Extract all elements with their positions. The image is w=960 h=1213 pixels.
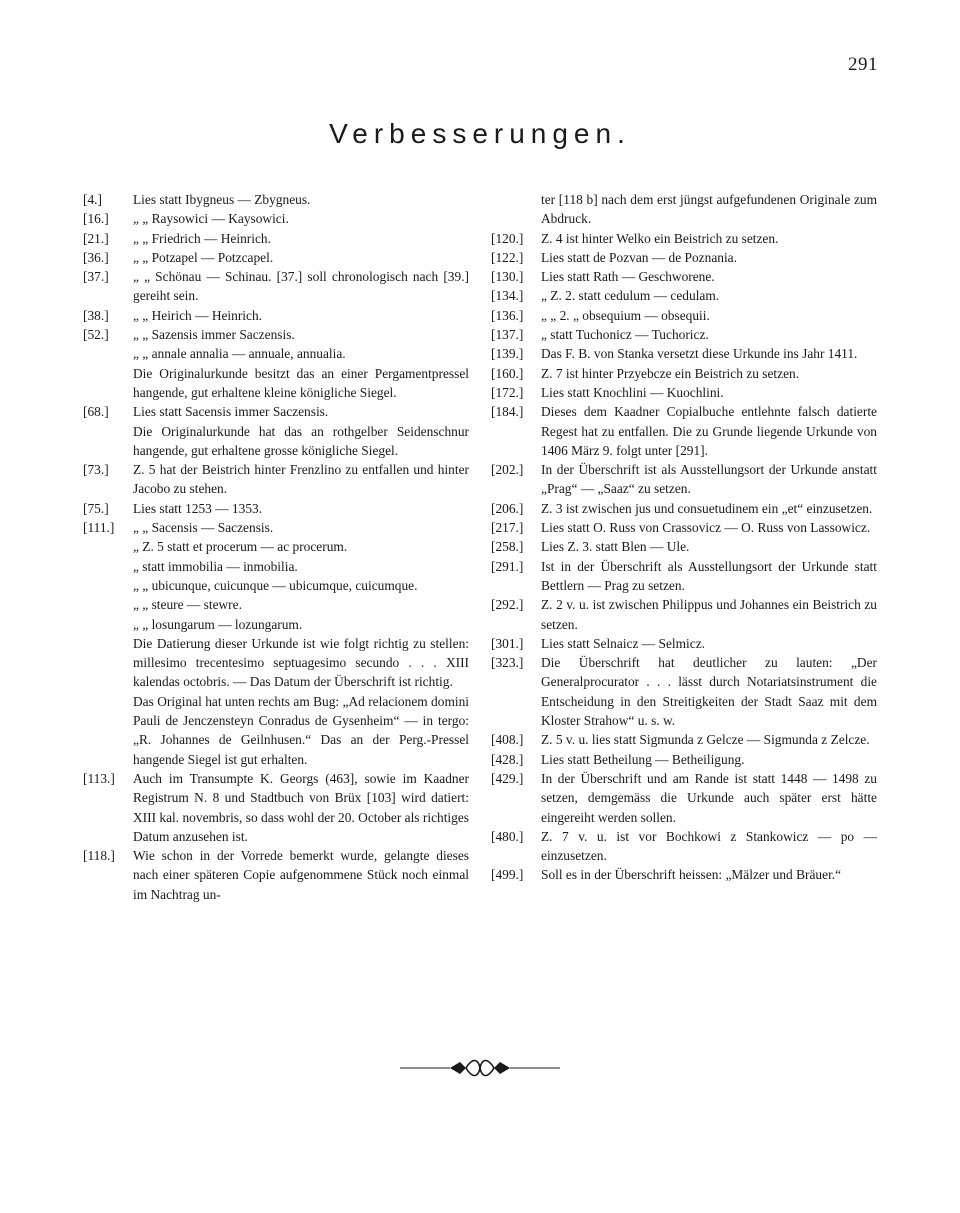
entry-text: „ „ steure — stewre.: [133, 597, 242, 613]
correction-entry: [83, 229, 469, 248]
entry-text: Lies statt Ibygneus — Zbygneus.: [133, 192, 311, 207]
entry-number: [301.]: [491, 635, 524, 651]
entry-text: „ „ 2. „ obsequium — obsequii.: [541, 307, 710, 323]
entry-number: [137.]: [491, 327, 524, 343]
entry-number: [83, 634, 133, 692]
entry-text: Lies statt Betheilung — Betheiligung.: [541, 751, 745, 767]
page-title: Verbesserungen.: [329, 118, 631, 149]
entry-text: „ „ Sazensis immer Saczensis.: [133, 327, 295, 343]
entry-number: [83, 422, 133, 461]
correction-entry: [491, 286, 877, 305]
correction-entry: [83, 557, 469, 576]
entry-text: Z. 5 v. u. lies statt Sigmunda z Gelcze — Sigmunda z Zelcze.: [541, 732, 870, 748]
correction-entry: [83, 595, 469, 614]
entry-number: [52.]: [83, 327, 109, 343]
entry-text: Das F. B. von Stanka versetzt diese Urkunde ins Jahr 1411.: [541, 346, 858, 362]
entry-text: Dieses dem Kaadner Copialbuche entlehnte falsch datierte Regest hat zu entfallen. Die zu Grunde liegende Urkunde von 1406 März 9. folgt unter [291].: [541, 404, 877, 458]
correction-entry: [491, 383, 877, 402]
correction-entry: [491, 769, 877, 827]
entry-number: [217.]: [491, 520, 524, 536]
correction-entry: [83, 325, 469, 344]
entry-text: Lies statt de Pozvan — de Poznania.: [541, 249, 737, 265]
entry-number: [21.]: [83, 230, 109, 246]
entry-number: [113.]: [83, 770, 115, 786]
entry-text: Z. 2 v. u. ist zwischen Philippus und Johannes ein Beistrich zu setzen.: [541, 597, 877, 632]
entry-text: „ „ annale annalia — annuale, annualia.: [133, 346, 346, 362]
correction-entry: [83, 460, 469, 499]
entry-text: Die Originalurkunde hat das an rothgelber Seidenschnur hangende, gut erhaltene grosse königliche Siegel.: [133, 423, 469, 458]
entry-number: [491, 190, 541, 229]
correction-entry: [83, 267, 469, 306]
entry-text: Die Datierung dieser Urkunde ist wie folgt richtig zu stellen: millesimo trecentesimo septuagesimo secundo . . . XIII kalendas octobris. — Das Datum der Überschrift ist richtig.: [133, 635, 469, 690]
entry-text: Das Original hat unten rechts am Bug: „Ad relacionem domini Pauli de Jenczensteyn Conradus de Gysenheim“ — in tergo: „R. Johannes de Geilnhusen.“ Das an der Perg.-Pressel hangende Siegel ist gut erhalten.: [133, 693, 469, 767]
entry-text: Die Originalurkunde besitzt das an einer Pergamentpressel hangende, gut erhaltene kleine königliche Siegel.: [133, 365, 469, 400]
entry-text: „ statt immobilia — inmobilia.: [133, 558, 298, 574]
correction-entry: [83, 615, 469, 634]
entry-number: [83, 615, 133, 634]
correction-entry: [491, 518, 877, 537]
entry-text: Z. 4 ist hinter Welko ein Beistrich zu setzen.: [541, 230, 779, 246]
entry-number: [122.]: [491, 249, 524, 265]
correction-entry: [83, 499, 469, 518]
correction-entry: [491, 750, 877, 769]
correction-entry: [83, 846, 469, 904]
entry-number: [83, 344, 133, 363]
entry-number: [83, 557, 133, 576]
entry-number: [134.]: [491, 288, 524, 304]
entry-number: [258.]: [491, 539, 524, 555]
entry-text: Soll es in der Überschrift heissen: „Mälzer und Bräuer.“: [541, 867, 842, 883]
entry-number: [172.]: [491, 384, 524, 400]
correction-entry: [491, 865, 877, 884]
correction-entry: [83, 248, 469, 267]
entry-number: [111.]: [83, 520, 115, 536]
correction-entry: [83, 576, 469, 595]
entry-text: Z. 3 ist zwischen jus und consuetudinem ein „et“ einzusetzen.: [541, 500, 873, 516]
entry-number: [83, 364, 133, 403]
entry-text: „ „ Potzapel — Potzcapel.: [133, 249, 274, 265]
correction-entry: [491, 537, 877, 556]
correction-entry: [491, 634, 877, 653]
entry-number: [408.]: [491, 732, 524, 748]
page-number: 291: [848, 54, 878, 75]
entry-number: [291.]: [491, 558, 524, 574]
entry-text: Lies Z. 3. statt Blen — Ule.: [541, 539, 690, 555]
entry-number: [139.]: [491, 346, 524, 362]
entry-text: „ „ Schönau — Schinau. [37.] soll chronologisch nach [39.] gereiht sein.: [133, 269, 469, 304]
entry-number: [4.]: [83, 192, 102, 207]
correction-entry: [491, 595, 877, 634]
entry-text: Z. 5 hat der Beistrich hinter Frenzlino zu entfallen und hinter Jacobo zu stehen.: [133, 462, 469, 497]
entry-number: [429.]: [491, 770, 524, 786]
entry-number: [480.]: [491, 828, 524, 844]
correction-entry: [491, 460, 877, 499]
entry-text: Lies statt Knochlini — Kuochlini.: [541, 384, 724, 400]
correction-entry: [83, 209, 469, 228]
entry-number: [83, 537, 133, 556]
entry-number: [428.]: [491, 751, 524, 767]
entry-text: In der Überschrift und am Rande ist statt 1448 — 1498 zu setzen, demgemäss die Urkunde auch später erst hätte eingereiht werden sollen.: [541, 770, 877, 825]
correction-entry: [491, 364, 877, 383]
entry-number: [83, 692, 133, 769]
entry-number: [202.]: [491, 462, 524, 478]
correction-note: [83, 364, 469, 403]
entry-text: ter [118 b] nach dem erst jüngst aufgefundenen Originale zum Abdruck.: [541, 192, 877, 227]
entry-number: [130.]: [491, 269, 524, 285]
correction-entry: [491, 730, 877, 749]
correction-entry: [491, 229, 877, 248]
correction-entry: [491, 499, 877, 518]
entry-text: „ „ Heirich — Heinrich.: [133, 307, 263, 323]
entry-number: [184.]: [491, 404, 524, 420]
entry-text: Die Überschrift hat deutlicher zu lauten: „Der Generalprocurator . . . lässt durch Notariatsinstrument die Entscheidung in den Streitigkeiten der Stadt Saaz mit dem Kloster Strahow“ u. s. w.: [541, 655, 877, 729]
correction-entry: [83, 769, 469, 846]
entry-number: [292.]: [491, 597, 524, 613]
entry-text: Z. 7 ist hinter Przyebcze ein Beistrich zu setzen.: [541, 365, 800, 381]
entry-text: Ist in der Überschrift als Ausstellungsort der Urkunde statt Bettlern — Prag zu setzen.: [541, 558, 877, 593]
correction-entry: [83, 190, 469, 209]
entry-text: Z. 7 v. u. ist vor Bochkowi z Stankowicz — po — einzusetzen.: [541, 828, 877, 864]
correction-entry: [491, 267, 877, 286]
entry-number: [120.]: [491, 230, 524, 246]
entry-text: „ statt Tuchonicz — Tuchoricz.: [541, 327, 709, 343]
entry-text: Lies statt Sacensis immer Saczensis.: [133, 404, 329, 420]
entry-number: [75.]: [83, 500, 109, 516]
entry-number: [73.]: [83, 462, 109, 478]
right-column: [491, 190, 877, 885]
entry-text: „ „ Sacensis — Saczensis.: [133, 520, 274, 536]
correction-entry: [491, 306, 877, 325]
entry-number: [118.]: [83, 848, 115, 864]
left-column: [83, 190, 469, 904]
correction-note: [83, 634, 469, 692]
correction-entry: [83, 402, 469, 421]
entry-text: „ „ losungarum — lozungarum.: [133, 616, 303, 632]
entry-number: [83, 576, 133, 595]
entry-text: Lies statt Selnaicz — Selmicz.: [541, 635, 705, 651]
entry-text: Auch im Transumpte K. Georgs (463], sowie im Kaadner Registrum N. 8 und Stadtbuch von Brüx [103] wird datiert: XIII kal. novembris, so dass wohl der 20. October als richtiges Datum anzusehen ist.: [133, 770, 469, 844]
entry-number: [160.]: [491, 365, 524, 381]
entry-number: [36.]: [83, 249, 109, 265]
entry-text: Lies statt Rath — Geschworene.: [541, 269, 715, 285]
entry-text: „ Z. 5 statt et procerum — ac procerum.: [133, 539, 348, 555]
correction-entry: [83, 344, 469, 363]
entry-number: [83, 595, 133, 614]
entry-text: „ Z. 2. statt cedulum — cedulam.: [541, 288, 720, 304]
correction-note: [83, 692, 469, 769]
entry-number: [16.]: [83, 211, 109, 227]
entry-text: In der Überschrift ist als Ausstellungsort der Urkunde anstatt „Prag“ — „Saaz“ zu setzen.: [541, 462, 877, 497]
correction-entry: [491, 653, 877, 730]
correction-entry: [83, 537, 469, 556]
correction-entry: [491, 557, 877, 596]
entry-text: „ „ Raysowici — Kaysowici.: [133, 211, 289, 227]
entry-number: [37.]: [83, 269, 109, 285]
end-ornament-icon: [400, 1050, 560, 1086]
entry-text: Lies statt O. Russ von Crassovicz — O. Russ von Lassowicz.: [541, 520, 871, 536]
correction-entry: [491, 325, 877, 344]
entry-text: „ „ Friedrich — Heinrich.: [133, 230, 271, 246]
entry-text: Wie schon in der Vorrede bemerkt wurde, gelangte dieses nach einer späteren Copie aufgenommene Stück noch einmal im Nachtrag un-: [133, 848, 469, 902]
correction-entry: [491, 827, 877, 866]
entry-text: Lies statt 1253 — 1353.: [133, 500, 263, 516]
correction-note: [83, 422, 469, 461]
entry-number: [136.]: [491, 307, 524, 323]
correction-entry: [491, 248, 877, 267]
correction-continuation: [491, 190, 877, 229]
entry-number: [323.]: [491, 655, 524, 671]
entry-text: „ „ ubicunque, cuicunque — ubicumque, cuicumque.: [133, 577, 418, 593]
entry-number: [38.]: [83, 307, 109, 323]
correction-entry: [491, 344, 877, 363]
entry-number: [68.]: [83, 404, 109, 420]
entry-number: [499.]: [491, 867, 524, 883]
entry-number: [206.]: [491, 500, 524, 516]
correction-entry: [83, 306, 469, 325]
correction-entry: [83, 518, 469, 537]
correction-entry: [491, 402, 877, 460]
